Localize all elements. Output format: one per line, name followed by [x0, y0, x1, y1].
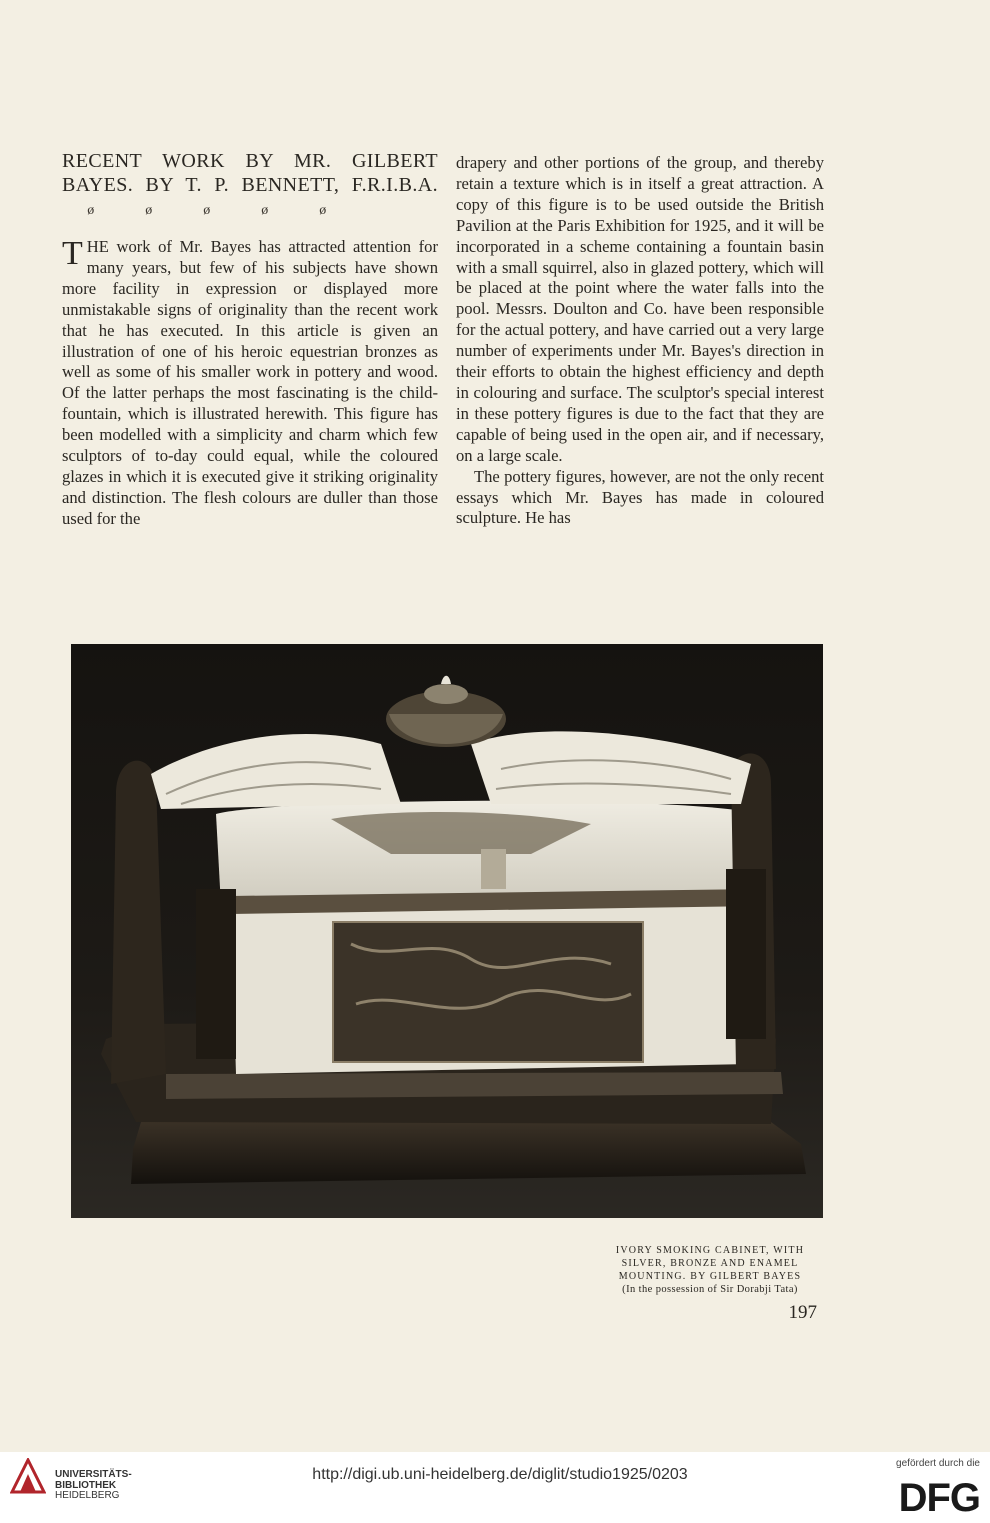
- right-paragraph-1: drapery and other portions of the group, and thereby retain a texture which is in itself a great attraction. A copy of this figure is to be used outside the British Pavilion at the Paris Exhibition for 1925, and it will be incorporated in a scheme containing a fountain basin with a small squirrel, also in glazed pottery, which will be placed at the point where the water falls into the pool. Messrs. Doulton and Co. have been responsible for the actual pottery, and have carried out a very large number of experiments under Mr. Bayes's direction in their efforts to obtain the highest efficiency and depth in colouring and surface. The sculptor's special interest in these pottery figures is due to the fact that they are capable of being used in the open air, and if necessary, on a large scale.: [456, 153, 824, 465]
- cabinet-illustration: [71, 644, 823, 1218]
- caption-owner: (In the possession of Sir Dorabji Tata): [622, 1284, 798, 1295]
- dfg-logo[interactable]: DFG: [898, 1476, 980, 1520]
- funding-note: gefördert durch die: [896, 1458, 980, 1469]
- lamp-lid: [424, 684, 468, 704]
- right-figure: [726, 869, 766, 1039]
- article-title-text: RECENT WORK BY MR. GILBERT BAYES. BY T. P. BENNETT, F.R.I.B.A.: [62, 150, 438, 196]
- ornament-icon: ø: [87, 203, 95, 218]
- ornament-icon: ø: [203, 203, 211, 218]
- ornament-icon: ø: [319, 203, 327, 218]
- viewer-footer: [0, 1452, 990, 1523]
- mount-stem: [481, 849, 506, 889]
- left-column-text: HE work of Mr. Bayes has attracted attention for many years, but few of his subjects have shown more facility in expression or displayed more unmistakable signs of originality than the recent work that he has executed. In this article is given an illustration of one of his heroic equestrian bronzes as well as some of his smaller work in pottery and wood. Of the latter perhaps the most fascinating is the child-fountain, which is illustrated herewith. This figure has been modelled with a simplicity and charm which few sculptors of to-day could equal, while the coloured glazes in which it is executed give it striking originality and distinction. The flesh colours are duller than those used for the: [62, 237, 438, 528]
- right-paragraph-2: The pottery figures, however, are not the only recent essays which Mr. Bayes has made in coloured sculpture. He has: [456, 466, 824, 528]
- left-column: [62, 237, 438, 530]
- university-logo-icon: [10, 1458, 46, 1494]
- left-figure: [196, 889, 236, 1059]
- cabinet-base: [131, 1122, 806, 1184]
- bronze-panel: [333, 922, 643, 1062]
- cabinet-photograph: [71, 644, 823, 1218]
- ornament-icon: ø: [145, 203, 153, 218]
- figure-caption: [596, 1244, 824, 1296]
- library-line: UNIVERSITÄTS-: [55, 1469, 132, 1480]
- article-title: [62, 150, 438, 223]
- caption-line: SILVER, BRONZE AND ENAMEL: [621, 1258, 799, 1269]
- page-number: 197: [788, 1302, 817, 1323]
- university-library-name[interactable]: [55, 1470, 132, 1502]
- caption-line: IVORY SMOKING CABINET, WITH: [615, 1245, 805, 1256]
- library-line: HEIDELBERG: [55, 1490, 120, 1501]
- ornament-icon: ø: [261, 203, 269, 218]
- library-line: BIBLIOTHEK: [55, 1479, 117, 1491]
- permalink-url[interactable]: http://digi.ub.uni-heidelberg.de/diglit/studio1925/0203: [312, 1466, 688, 1483]
- drop-cap: T: [62, 235, 83, 272]
- right-column: [456, 153, 824, 529]
- caption-line: MOUNTING. BY GILBERT BAYES: [618, 1271, 802, 1282]
